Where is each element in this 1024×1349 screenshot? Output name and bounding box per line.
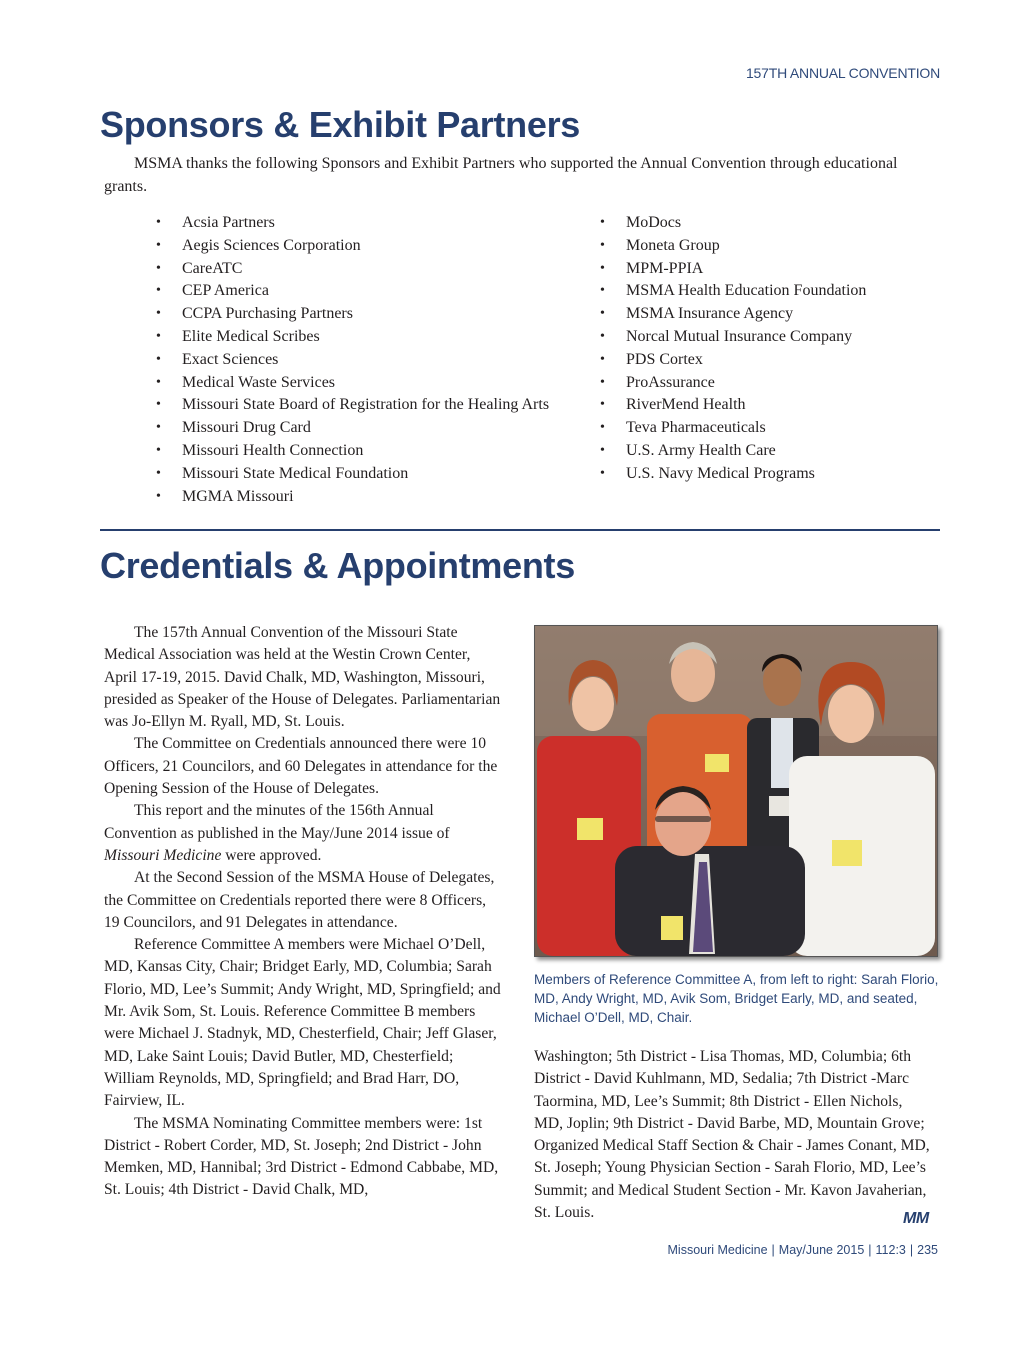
sponsor-name: Elite Medical Scribes	[182, 327, 320, 345]
article-column-left	[104, 622, 504, 1202]
footer-volume: 112:3	[875, 1243, 906, 1257]
sponsor-name: U.S. Navy Medical Programs	[626, 464, 815, 482]
sponsor-list-item	[156, 417, 549, 440]
journal-name: Missouri Medicine	[104, 846, 222, 864]
bullet-icon: •	[156, 215, 161, 230]
bullet-icon: •	[600, 465, 605, 481]
bullet-icon: •	[156, 420, 161, 436]
sponsor-name: MSMA Health Education Foundation	[626, 282, 867, 300]
sponsor-list-item	[600, 280, 866, 303]
sponsor-name: Moneta Group	[626, 236, 720, 254]
bullet-icon: •	[600, 283, 605, 299]
sponsor-list-item	[600, 235, 866, 258]
bullet-icon: •	[600, 328, 605, 344]
sponsor-name: Acsia Partners	[182, 214, 275, 231]
bullet-icon: •	[156, 465, 161, 481]
credentials-heading: Credentials & Appointments	[100, 545, 575, 586]
sponsor-list-item	[156, 372, 549, 395]
sponsor-name: Missouri Drug Card	[182, 419, 311, 437]
bullet-icon: •	[600, 374, 605, 390]
sponsor-list-item	[600, 303, 866, 326]
sponsor-list-item	[156, 394, 549, 417]
sponsor-list-item	[600, 394, 866, 417]
sponsor-name: Missouri Health Connection	[182, 441, 364, 459]
end-mark-logo: MM	[903, 1210, 929, 1227]
sponsor-name: Teva Pharmaceuticals	[626, 419, 766, 437]
sponsors-intro: MSMA thanks the following Sponsors and Exhibit Partners who supported the Annual Convention through educational grants.	[104, 155, 898, 195]
bullet-icon: •	[600, 215, 605, 230]
bullet-icon: •	[156, 351, 161, 367]
sponsor-list-item	[600, 417, 866, 440]
paragraph-nominating-committee: The MSMA Nominating Committee members were: 1st District - Robert Corder, MD, St. Joseph; 2nd District - John Memken, MD, Hannibal; 3rd District - Edmond Cabbabe, MD, St. Louis; 4th District - David Chalk, MD,	[104, 1114, 499, 1199]
sponsor-name: Medical Waste Services	[182, 373, 336, 391]
text-segment: This report and the minutes of the 156th Annual Convention as published in the May/June 2014 issue of	[104, 802, 450, 842]
sponsor-list-item	[156, 303, 549, 326]
footer-separator: |	[909, 1243, 914, 1257]
sponsor-name: MSMA Insurance Agency	[626, 305, 794, 323]
sponsor-list-item	[156, 463, 549, 486]
bullet-icon: •	[600, 442, 605, 458]
bullet-icon: •	[156, 328, 161, 344]
paragraph-credentials-opening: The Committee on Credentials announced there were 10 Officers, 21 Councilors, and 60 Delegates in attendance for the Opening Session of the House of Delegates.	[104, 735, 498, 798]
footer-journal: Missouri Medicine	[667, 1243, 768, 1257]
sponsor-list-item	[156, 212, 549, 235]
sponsor-name: ProAssurance	[626, 373, 715, 391]
bullet-icon: •	[156, 260, 161, 276]
sponsors-heading: Sponsors & Exhibit Partners	[100, 104, 581, 145]
paragraph-report-approval	[104, 800, 504, 867]
bullet-icon: •	[600, 420, 605, 436]
bullet-icon: •	[600, 237, 605, 253]
bullet-icon: •	[156, 488, 161, 504]
bullet-icon: •	[156, 397, 161, 413]
sponsor-name: Norcal Mutual Insurance Company	[626, 327, 853, 345]
text-segment: were approved.	[221, 846, 322, 864]
paragraph-nominating-continued: Washington; 5th District - Lisa Thomas, MD, Columbia; 6th District - David Kuhlmann, MD, Sedalia; 7th District -Marc Taormina, MD, Lee’s Summit; 8th District - Ellen Nichols, MD, Joplin; 9th District - David Barbe, MD, Mountain Grove; Organized Medical Staff Section & Chair - James Conant, MD, St. Joseph; Young Physician Section - Sarah Florio, MD, Lee’s Summit; and Medical Student Section - Mr. Kavon Javaherian, St. Louis.	[534, 1048, 930, 1222]
paragraph-convention: The 157th Annual Convention of the Missouri State Medical Association was held at the Westin Crown Center, April 17-19, 2015. David Chalk, MD, Washington, Missouri, presided as Speaker of the House of Delegates. Parliamentarian was Jo-Ellyn M. Ryall, MD, St. Louis.	[104, 624, 501, 731]
committee-photo	[534, 625, 938, 957]
sponsor-list-item	[600, 212, 866, 235]
article-column-right	[534, 1046, 934, 1224]
bullet-icon: •	[156, 237, 161, 253]
sponsor-name: U.S. Army Health Care	[626, 441, 776, 459]
sponsor-list-item	[156, 235, 549, 258]
sponsor-list-item	[600, 463, 866, 486]
sponsors-list-left	[156, 212, 549, 508]
sponsor-name: MGMA Missouri	[182, 487, 294, 505]
bullet-icon: •	[600, 351, 605, 367]
bullet-icon: •	[156, 283, 161, 299]
sponsor-name: MoDocs	[626, 214, 682, 231]
bullet-icon: •	[600, 397, 605, 413]
sponsor-name: Aegis Sciences Corporation	[182, 236, 361, 254]
photo-caption: Members of Reference Committee A, from left to right: Sarah Florio, MD, Andy Wright, MD, Avik Som, Bridget Early, MD, and seated, Michael O’Dell, MD, Chair.	[534, 972, 939, 1025]
bullet-icon: •	[600, 260, 605, 276]
footer-issue: May/June 2015	[778, 1243, 865, 1257]
sponsor-list-item	[600, 372, 866, 395]
page-number: 235	[917, 1243, 938, 1257]
sponsor-list-item	[156, 440, 549, 463]
sponsor-list-item	[600, 349, 866, 372]
section-divider	[100, 529, 940, 531]
sponsor-name: CCPA Purchasing Partners	[182, 305, 353, 323]
paragraph-reference-committees: Reference Committee A members were Michael O’Dell, MD, Kansas City, Chair; Bridget Early, MD, Columbia; Sarah Florio, MD, Lee’s Summit; Andy Wright, MD, Springfield; and Mr. Avik Som, St. Louis. Reference Committee B members were Michael J. Stadnyk, MD, Chesterfield, Chair; Jeff Glaser, MD, Lake Saint Louis; David Butler, MD, Chesterfield; William Reynolds, MD, Springfield; and Brad Harr, DO, Fairview, IL.	[104, 936, 501, 1110]
sponsor-name: Exact Sciences	[182, 350, 279, 368]
convention-header-label: 157TH ANNUAL CONVENTION	[745, 65, 940, 81]
sponsor-name: CEP America	[182, 282, 269, 300]
footer-separator: |	[868, 1243, 872, 1257]
bullet-icon: •	[156, 306, 161, 322]
footer-separator: |	[771, 1243, 775, 1257]
sponsor-name: CareATC	[182, 259, 243, 277]
sponsor-list-item	[156, 280, 549, 303]
sponsor-list-item	[600, 258, 866, 281]
sponsor-name: Missouri State Medical Foundation	[182, 464, 409, 482]
sponsor-list-item	[156, 486, 549, 509]
sponsor-list-item	[156, 326, 549, 349]
sponsor-list-item	[156, 349, 549, 372]
bullet-icon: •	[156, 442, 161, 458]
sponsor-list-item	[600, 440, 866, 463]
paragraph-credentials-second: At the Second Session of the MSMA House of Delegates, the Committee on Credentials reported there were 8 Officers, 19 Councilors, and 91 Delegates in attendance.	[104, 869, 495, 931]
sponsors-list-right	[600, 212, 866, 486]
sponsor-name: RiverMend Health	[626, 396, 746, 414]
sponsor-name: PDS Cortex	[626, 350, 703, 368]
bullet-icon: •	[156, 374, 161, 390]
page-footer	[668, 1243, 938, 1257]
sponsor-list-item	[600, 326, 866, 349]
sponsor-name: Missouri State Board of Registration for the Healing Arts	[182, 396, 550, 414]
bullet-icon: •	[600, 306, 605, 322]
sponsor-list-item	[156, 258, 549, 281]
sponsor-name: MPM-PPIA	[626, 259, 704, 277]
